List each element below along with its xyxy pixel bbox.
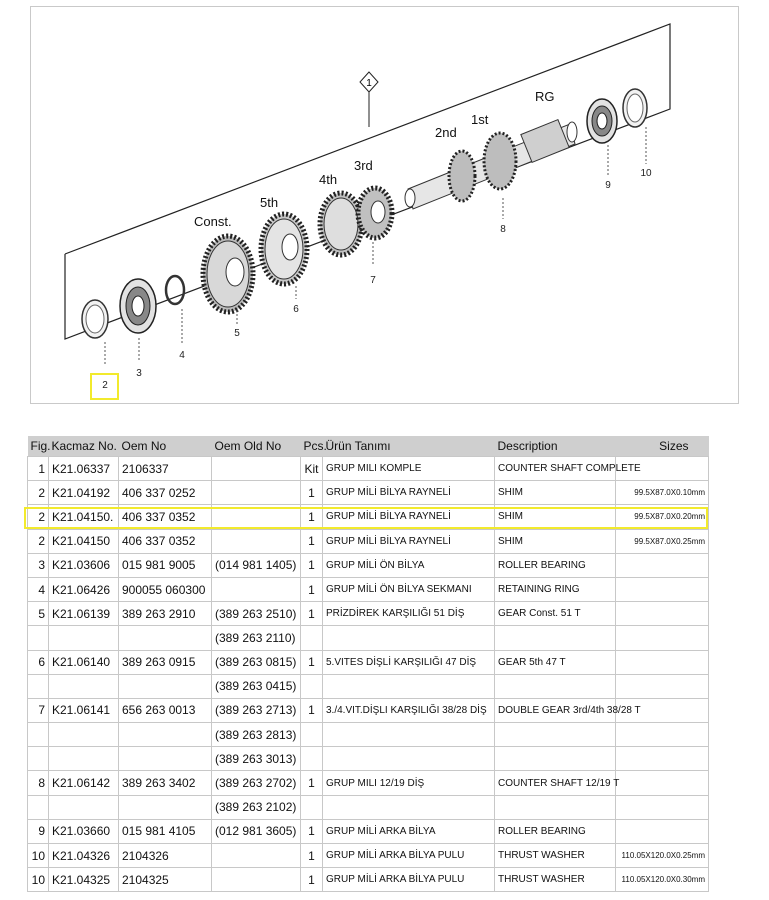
part-number-4: 4 xyxy=(179,350,185,361)
col-pcs: Pcs. xyxy=(301,436,323,457)
cell-pcs: 1 xyxy=(301,481,323,505)
col-description: Description xyxy=(495,436,616,457)
row-highlight xyxy=(24,507,708,529)
roller-bearing-rear xyxy=(587,99,617,143)
table-row xyxy=(28,529,709,553)
cell-size: 110.05X120.0X0.30mm xyxy=(616,868,709,892)
group-callout-label: 1 xyxy=(366,78,372,89)
cell-size xyxy=(616,674,709,698)
cell-oem xyxy=(119,723,212,747)
cell-fig: 8 xyxy=(28,771,49,795)
table-row xyxy=(28,553,709,577)
cell-fig: 7 xyxy=(28,698,49,722)
col-kacmaz: Kacmaz No. xyxy=(49,436,119,457)
table-row xyxy=(28,626,709,650)
cell-urun: GRUP MİLİ ARKA BİLYA PULU xyxy=(323,844,495,868)
cell-fig: 6 xyxy=(28,650,49,674)
cell-old: (389 263 2702) xyxy=(212,771,301,795)
cell-urun: GRUP MILI KOMPLE xyxy=(323,457,495,481)
cell-desc: COUNTER SHAFT COMPLETE xyxy=(495,457,616,481)
cell-desc: THRUST WASHER xyxy=(495,868,616,892)
cell-urun: GRUP MİLİ BİLYA RAYNELİ xyxy=(323,529,495,553)
col-oem-old: Oem Old No xyxy=(212,436,301,457)
cell-urun: GRUP MİLİ ÖN BİLYA xyxy=(323,553,495,577)
cell-fig: 5 xyxy=(28,602,49,626)
cell-urun: 3./4.VIT.DİŞLI KARŞILIĞI 38/28 DİŞ xyxy=(323,698,495,722)
cell-old: (014 981 1405) xyxy=(212,553,301,577)
cell-old: (389 263 0815) xyxy=(212,650,301,674)
cell-old: (389 263 2102) xyxy=(212,795,301,819)
cell-pcs: 1 xyxy=(301,771,323,795)
cell-pcs xyxy=(301,795,323,819)
cell-fig: 9 xyxy=(28,819,49,843)
cell-old: (389 263 2713) xyxy=(212,698,301,722)
col-oem: Oem No xyxy=(119,436,212,457)
cell-oem xyxy=(119,747,212,771)
cell-fig: 2 xyxy=(28,529,49,553)
table-row xyxy=(28,868,709,892)
cell-old xyxy=(212,868,301,892)
cell-kacmaz: K21.04150. xyxy=(49,505,119,529)
table-row xyxy=(28,844,709,868)
cell-size xyxy=(616,747,709,771)
cell-size: 99.5X87.0X0.20mm xyxy=(616,505,709,529)
label-5th: 5th xyxy=(260,195,279,210)
callout-highlight xyxy=(90,373,119,400)
cell-fig: 3 xyxy=(28,553,49,577)
cell-urun: PRİZDİREK KARŞILIĞI 51 DİŞ xyxy=(323,602,495,626)
part-number-5: 5 xyxy=(234,328,240,339)
cell-kacmaz xyxy=(49,626,119,650)
label-rg: RG xyxy=(535,89,555,104)
cell-fig: 2 xyxy=(28,481,49,505)
cell-urun xyxy=(323,674,495,698)
cell-urun: GRUP MİLİ ARKA BİLYA xyxy=(323,819,495,843)
cell-oem: 389 263 2910 xyxy=(119,602,212,626)
cell-fig xyxy=(28,795,49,819)
cell-pcs: 1 xyxy=(301,698,323,722)
cell-urun: GRUP MİLİ BİLYA RAYNELİ xyxy=(323,505,495,529)
cell-size xyxy=(616,553,709,577)
cell-oem: 2104325 xyxy=(119,868,212,892)
cell-size xyxy=(616,723,709,747)
cell-kacmaz: K21.04325 xyxy=(49,868,119,892)
cell-pcs: 1 xyxy=(301,844,323,868)
cell-kacmaz: K21.06142 xyxy=(49,771,119,795)
cell-size: 99.5X87.0X0.25mm xyxy=(616,529,709,553)
cell-desc: ROLLER BEARING xyxy=(495,553,616,577)
cell-desc xyxy=(495,747,616,771)
cell-pcs xyxy=(301,747,323,771)
label-1st: 1st xyxy=(471,112,489,127)
cell-fig: 1 xyxy=(28,457,49,481)
cell-urun xyxy=(323,723,495,747)
cell-kacmaz xyxy=(49,723,119,747)
cell-desc xyxy=(495,795,616,819)
cell-old xyxy=(212,844,301,868)
cell-pcs: 1 xyxy=(301,529,323,553)
cell-desc: COUNTER SHAFT 12/19 T xyxy=(495,771,616,795)
cell-kacmaz: K21.03660 xyxy=(49,819,119,843)
part-number-9: 9 xyxy=(605,180,611,191)
cell-oem: 406 337 0252 xyxy=(119,481,212,505)
cell-oem: 406 337 0352 xyxy=(119,505,212,529)
cell-old xyxy=(212,481,301,505)
cell-kacmaz xyxy=(49,674,119,698)
cell-fig xyxy=(28,674,49,698)
cell-urun xyxy=(323,795,495,819)
cell-old: (012 981 3605) xyxy=(212,819,301,843)
cell-desc: THRUST WASHER xyxy=(495,844,616,868)
cell-size xyxy=(616,650,709,674)
cell-fig xyxy=(28,626,49,650)
cell-size xyxy=(616,577,709,601)
cell-fig xyxy=(28,723,49,747)
cell-pcs: 1 xyxy=(301,602,323,626)
col-urun: Ürün Tanımı xyxy=(323,436,495,457)
label-3rd: 3rd xyxy=(354,158,373,173)
cell-oem: 389 263 3402 xyxy=(119,771,212,795)
cell-size xyxy=(616,819,709,843)
part-number-7: 7 xyxy=(370,275,376,286)
cell-old xyxy=(212,529,301,553)
table-row xyxy=(28,771,709,795)
cell-oem: 2106337 xyxy=(119,457,212,481)
cell-kacmaz: K21.06141 xyxy=(49,698,119,722)
roller-bearing-front xyxy=(120,279,156,333)
cell-pcs xyxy=(301,626,323,650)
cell-desc: SHIM xyxy=(495,481,616,505)
cell-pcs: 1 xyxy=(301,650,323,674)
cell-size xyxy=(616,795,709,819)
part-number-2: 2 xyxy=(102,380,108,391)
cell-old: (389 263 2813) xyxy=(212,723,301,747)
cell-urun: GRUP MILI 12/19 DİŞ xyxy=(323,771,495,795)
cell-pcs: 1 xyxy=(301,577,323,601)
exploded-parts-diagram xyxy=(30,6,739,404)
cell-fig: 10 xyxy=(28,868,49,892)
cell-urun: GRUP MİLİ ARKA BİLYA PULU xyxy=(323,868,495,892)
cell-oem xyxy=(119,795,212,819)
cell-oem: 656 263 0013 xyxy=(119,698,212,722)
cell-oem: 2104326 xyxy=(119,844,212,868)
cell-size: 99.5X87.0X0.10mm xyxy=(616,481,709,505)
gear-5th xyxy=(261,214,307,284)
table-row xyxy=(28,650,709,674)
cell-oem: 015 981 9005 xyxy=(119,553,212,577)
cell-old: (389 263 0415) xyxy=(212,674,301,698)
thrust-washer xyxy=(623,89,647,127)
label-const: Const. xyxy=(194,214,232,229)
cell-pcs: 1 xyxy=(301,553,323,577)
cell-pcs: 1 xyxy=(301,819,323,843)
cell-urun: 5.VITES DİŞLİ KARŞILIĞI 47 DİŞ xyxy=(323,650,495,674)
cell-urun: GRUP MİLİ BİLYA RAYNELİ xyxy=(323,481,495,505)
cell-fig: 10 xyxy=(28,844,49,868)
cell-kacmaz: K21.04192 xyxy=(49,481,119,505)
cell-kacmaz: K21.03606 xyxy=(49,553,119,577)
part-number-8: 8 xyxy=(500,224,506,235)
cell-kacmaz xyxy=(49,795,119,819)
cell-desc: SHIM xyxy=(495,505,616,529)
table-row xyxy=(28,698,709,722)
cell-oem: 389 263 0915 xyxy=(119,650,212,674)
cell-old xyxy=(212,457,301,481)
cell-pcs: 1 xyxy=(301,505,323,529)
cell-size xyxy=(616,602,709,626)
gear-const xyxy=(203,236,253,312)
cell-old xyxy=(212,577,301,601)
cell-kacmaz: K21.04326 xyxy=(49,844,119,868)
table-row xyxy=(28,747,709,771)
cell-desc: RETAINING RING xyxy=(495,577,616,601)
cell-desc: ROLLER BEARING xyxy=(495,819,616,843)
table-header xyxy=(28,436,709,457)
part-number-6: 6 xyxy=(293,304,299,315)
label-2nd: 2nd xyxy=(435,125,457,140)
cell-kacmaz: K21.06140 xyxy=(49,650,119,674)
cell-fig xyxy=(28,747,49,771)
part-number-10: 10 xyxy=(640,168,652,179)
col-sizes: Sizes xyxy=(616,436,709,457)
cell-desc: GEAR 5th 47 T xyxy=(495,650,616,674)
cell-pcs xyxy=(301,723,323,747)
cell-size xyxy=(616,771,709,795)
cell-fig: 4 xyxy=(28,577,49,601)
cell-urun: GRUP MİLİ ÖN BİLYA SEKMANI xyxy=(323,577,495,601)
cell-size xyxy=(616,626,709,650)
cell-fig: 2 xyxy=(28,505,49,529)
table-row xyxy=(28,819,709,843)
cell-kacmaz: K21.06337 xyxy=(49,457,119,481)
cell-size: 110.05X120.0X0.25mm xyxy=(616,844,709,868)
part-number-3: 3 xyxy=(136,368,142,379)
cell-old: (389 263 2510) xyxy=(212,602,301,626)
cell-desc: GEAR Const. 51 T xyxy=(495,602,616,626)
table-row xyxy=(28,457,709,481)
cell-oem: 406 337 0352 xyxy=(119,529,212,553)
table-row xyxy=(28,674,709,698)
table-row xyxy=(28,795,709,819)
cell-pcs: 1 xyxy=(301,868,323,892)
cell-desc: DOUBLE GEAR 3rd/4th 38/28 T xyxy=(495,698,616,722)
col-fig: Fig. xyxy=(28,436,49,457)
cell-kacmaz: K21.04150 xyxy=(49,529,119,553)
cell-desc xyxy=(495,723,616,747)
table-row xyxy=(28,481,709,505)
cell-desc: SHIM xyxy=(495,529,616,553)
cell-kacmaz xyxy=(49,747,119,771)
cell-old: (389 263 2110) xyxy=(212,626,301,650)
shim-part xyxy=(82,300,108,338)
cell-desc xyxy=(495,626,616,650)
cell-urun xyxy=(323,626,495,650)
parts-table xyxy=(27,436,709,892)
table-row xyxy=(28,723,709,747)
cell-desc xyxy=(495,674,616,698)
cell-kacmaz: K21.06139 xyxy=(49,602,119,626)
cell-oem xyxy=(119,674,212,698)
cell-kacmaz: K21.06426 xyxy=(49,577,119,601)
cell-oem: 015 981 4105 xyxy=(119,819,212,843)
table-row xyxy=(28,602,709,626)
cell-oem: 900055 060300 xyxy=(119,577,212,601)
table-row xyxy=(28,577,709,601)
cell-old: (389 263 3013) xyxy=(212,747,301,771)
cell-pcs xyxy=(301,674,323,698)
cell-oem xyxy=(119,626,212,650)
label-4th: 4th xyxy=(319,172,338,187)
cell-pcs: Kit xyxy=(301,457,323,481)
cell-urun xyxy=(323,747,495,771)
